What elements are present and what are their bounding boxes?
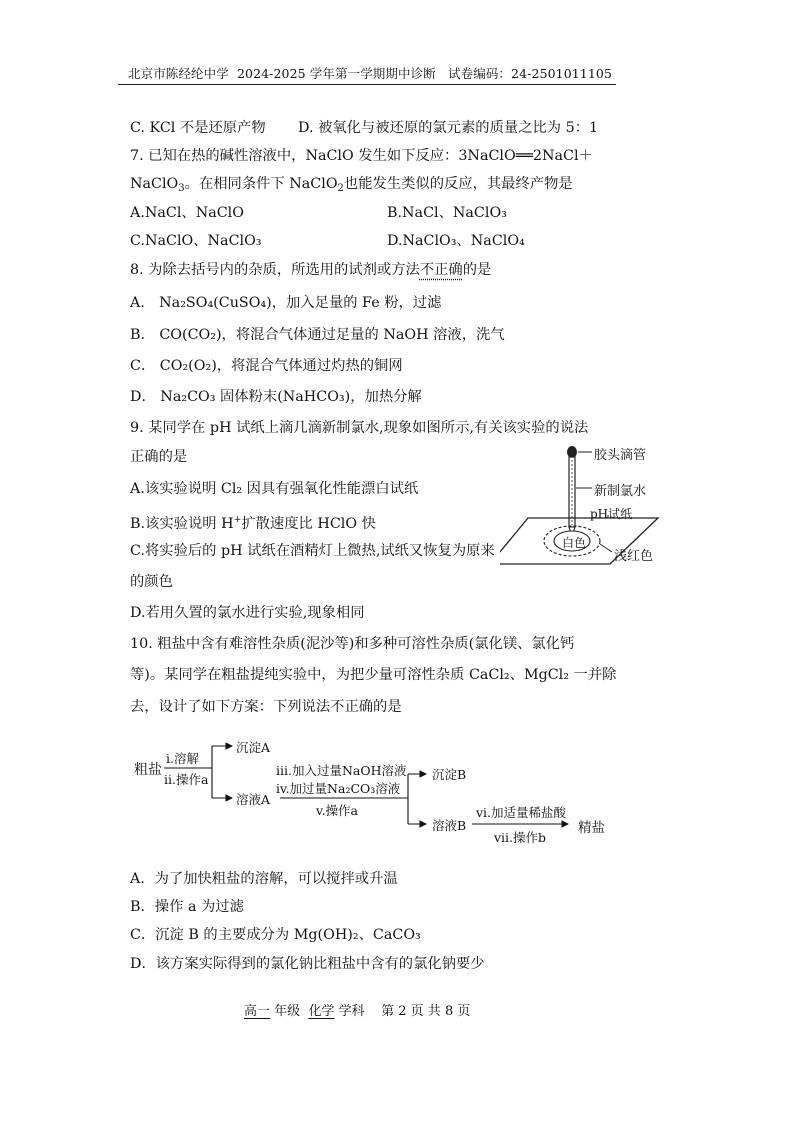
flow-step-operation-a: ii.操作a [164,772,209,787]
flow-step-na2co3: iv.加过量Na₂CO₃溶液 [276,781,401,796]
q6-option-d: D. 被氧化与被还原的氯元素的质量之比为 5：1 [298,120,599,136]
q10-stem-line3: 去，设计了如下方案：下列说法不正确的是 [130,699,402,715]
footer-grade-label: 年级 [274,1004,301,1019]
q7-stem-line2: NaClO$_3$。在相同条件下 NaClO$_2$也能发生类似的反应，其最终产物是 [130,176,573,194]
flow-crude-salt: 粗盐 [134,762,162,778]
q9-option-c-line1: C.将实验后的 pH 试纸在酒精灯上微热,试纸又恢复为原来 [130,543,495,559]
flow-precipitate-b: 沉淀B [432,767,467,782]
dropper-label: 胶头滴管 [594,448,647,463]
flow-step-hcl: vi.加适量稀盐酸 [476,805,567,820]
q9-option-c-line2: 的颜色 [130,574,173,590]
q10-option-a: A．为了加快粗盐的溶解，可以搅拌或升温 [130,871,398,887]
flow-step-operation-a-2: v.操作a [316,803,359,818]
q10-option-c: C．沉淀 B 的主要成分为 Mg(OH)₂、CaCO₃ [130,927,421,943]
flow-step-naoh: iii.加入过量NaOH溶液 [276,763,407,778]
q10-stem-line1: 10. 粗盐中含有难溶性杂质(泥沙等)和多种可溶性杂质(氯化镁、氯化钙 [130,636,575,652]
pink-label: 浅红色 [614,549,654,564]
code-label: 试卷编码： [448,66,512,81]
q9-option-b: B.该实验说明 H+扩散速度比 HClO 快 [130,514,376,532]
footer-subject: 化学 [308,1004,335,1019]
flow-step-dissolve: i.溶解 [166,751,199,766]
q9-option-a: A.该实验说明 Cl₂ 因具有强氧化性能漂白试纸 [130,481,419,497]
q8-option-d: D． Na₂CO₃ 固体粉末(NaHCO₃)，加热分解 [130,389,422,405]
q10-option-b: B．操作 a 为过滤 [130,899,244,915]
q9-stem-line2: 正确的是 [130,449,188,465]
emphasis-not-correct: 不正确 [419,262,463,278]
q8-option-c: C． CO₂(O₂)，将混合气体通过灼热的铜网 [130,358,403,374]
flow-solution-a: 溶液A [236,792,271,807]
flow-solution-b: 溶液B [432,818,467,833]
q8-option-b: B． CO(CO₂)，将混合气体通过足量的 NaOH 溶液，洗气 [130,327,505,343]
school-name: 北京市陈经纶中学 [128,66,229,81]
q7-option-c: C.NaClO、NaClO₃ [130,233,262,249]
dropper-bulb [567,446,577,458]
q7-option-b: B.NaCl、NaClO₃ [387,205,507,221]
exam-term: 2024-2025 学年第一学期期中诊断 [236,66,436,81]
q10-option-d: D．该方案实际得到的氯化钠比粗盐中含有的氯化钠要少 [130,956,485,972]
q7-stem-line1: 7. 已知在热的碱性溶液中，NaClO 发生如下反应：3NaClO══2NaCl＋ [130,148,593,164]
q8-option-a: A． Na₂SO₄(CuSO₄)，加入足量的 Fe 粉，过滤 [130,295,442,311]
footer-grade: 高一 [244,1004,271,1019]
q10-stem-line2: 等)。某同学在粗盐提纯实验中，为把少量可溶性杂质 CaCl₂、MgCl₂ 一并除 [130,667,617,683]
footer-page-number: 第 2 页 共 8 页 [381,1004,471,1019]
flow-precipitate-a: 沉淀A [236,740,271,755]
page-header [128,64,612,82]
q9-option-d: D.若用久置的氯水进行实验,现象相同 [130,605,365,621]
q6-option-c: C. KCl 不是还原产物 [130,120,266,136]
page-footer [244,1000,470,1019]
q7-option-d: D.NaClO₃、NaClO₄ [387,233,525,249]
exam-code: 24-2501011105 [511,66,613,81]
q8-stem: 8. 为除去括号内的杂质，所选用的试剂或方法不正确的是 [130,262,492,278]
ph-paper-label: pH试纸 [590,507,633,521]
chlorine-water-label: 新制氯水 [594,484,647,499]
header-rule [118,84,616,85]
flow-refined-salt: 精盐 [578,820,605,836]
q9-stem-line1: 9. 某同学在 pH 试纸上滴几滴新制氯水,现象如图所示,有关该实验的说法 [130,420,589,436]
q7-option-a: A.NaCl、NaClO [130,205,244,221]
footer-subject-label: 学科 [338,1004,365,1019]
white-label: 白色 [562,536,587,550]
flow-step-operation-b: vii.操作b [494,830,547,845]
